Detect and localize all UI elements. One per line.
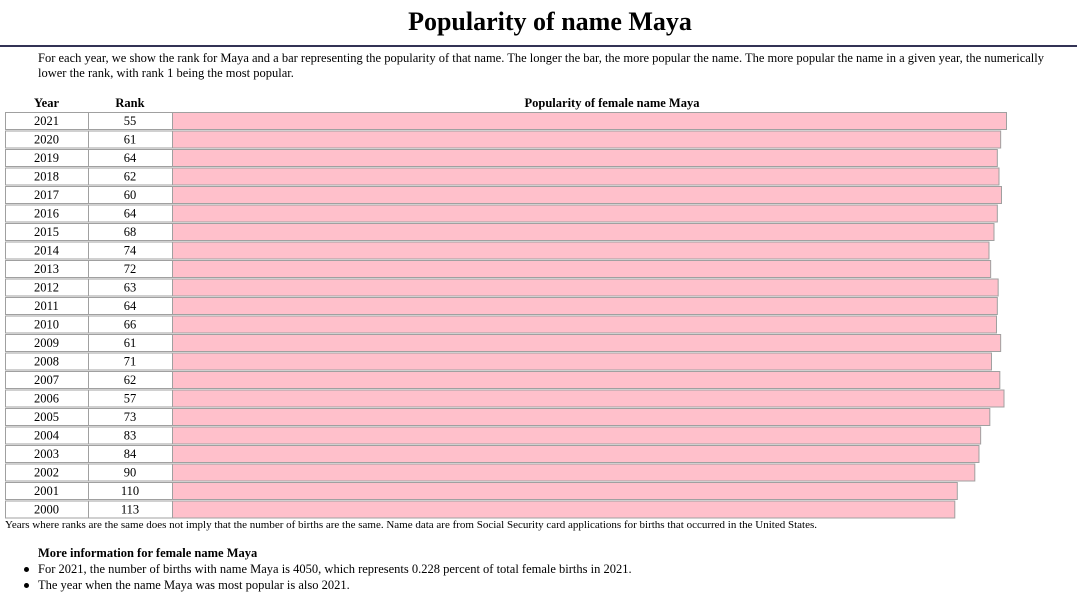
- year-label-2001: 2001: [34, 484, 59, 498]
- year-label-2005: 2005: [34, 410, 59, 424]
- year-label-2019: 2019: [34, 151, 59, 165]
- more-info-item: The year when the name Maya was most popular is also 2021.: [38, 577, 632, 593]
- rank-label-2002: 90: [123, 465, 137, 480]
- rank-label-2017: 60: [123, 188, 137, 202]
- year-label-2004: 2004: [34, 428, 59, 443]
- year-label-2011: 2011: [34, 299, 59, 313]
- rank-label-2011: 64: [123, 299, 137, 313]
- year-label-2003: 2003: [34, 447, 59, 461]
- rank-label-2012: 63: [123, 280, 137, 295]
- year-label-2016: 2016: [34, 206, 59, 221]
- rank-label-2014: 74: [123, 243, 137, 258]
- popularity-bar-2001: [173, 483, 958, 500]
- popularity-bar-2000: [173, 501, 955, 518]
- rank-label-2015: 68: [123, 225, 137, 239]
- rank-label-2010: 66: [123, 317, 137, 332]
- year-label-2000: 2000: [34, 502, 59, 517]
- rank-label-2006: 57: [123, 391, 137, 406]
- popularity-bar-2020: [173, 131, 1001, 148]
- year-label-2010: 2010: [34, 317, 59, 332]
- popularity-bar-2002: [173, 464, 975, 481]
- rank-label-2018: 62: [123, 169, 137, 184]
- popularity-bar-2010: [173, 316, 997, 333]
- popularity-bar-2011: [173, 298, 998, 315]
- year-label-2014: 2014: [34, 243, 59, 258]
- rank-label-2021: 55: [123, 114, 137, 128]
- more-info-list: [38, 561, 632, 593]
- popularity-bar-2004: [173, 427, 981, 444]
- page-title: Popularity of name Maya: [408, 7, 692, 36]
- popularity-bar-2005: [173, 409, 990, 426]
- year-label-2015: 2015: [34, 225, 59, 239]
- more-info-item: For 2021, the number of births with name Maya is 4050, which represents 0.228 percent of total female births in 2021.: [38, 562, 632, 576]
- popularity-bar-2008: [173, 353, 992, 370]
- rank-label-2019: 64: [123, 151, 137, 165]
- rank-label-2000: 113: [120, 502, 140, 517]
- rank-column-header: Rank: [115, 96, 145, 110]
- intro-paragraph: For each year, we show the rank for Maya and a bar representing the popularity of that name. The longer the bar, the more popular the name. The more popular the name in a given year, the numerically lower the rank, with rank 1 being the most popular.: [38, 51, 1044, 80]
- popularity-bar-2016: [173, 205, 998, 222]
- rank-label-2013: 72: [123, 262, 137, 276]
- year-label-2013: 2013: [34, 262, 59, 276]
- rank-label-2001: 110: [120, 484, 140, 498]
- popularity-bar-2007: [173, 372, 1000, 389]
- popularity-bar-2021: [173, 113, 1007, 130]
- year-label-2012: 2012: [34, 280, 59, 295]
- popularity-bar-2003: [173, 446, 979, 463]
- popularity-bar-2019: [173, 150, 998, 167]
- year-label-2020: 2020: [34, 132, 59, 147]
- popularity-bar-2012: [173, 279, 999, 296]
- rank-label-2020: 61: [123, 132, 137, 147]
- footnote: Years where ranks are the same does not imply that the number of births are the same. Name data are from Social Security card applications for births that occurred in the United States.: [5, 519, 818, 531]
- year-label-2008: 2008: [34, 354, 59, 369]
- year-column-header: Year: [34, 96, 59, 110]
- popularity-bar-2017: [173, 187, 1002, 204]
- popularity-bar-2013: [173, 261, 991, 278]
- year-label-2018: 2018: [34, 169, 59, 184]
- popularity-bar-2018: [173, 168, 999, 185]
- popularity-column-header: Popularity of female name Maya: [524, 96, 700, 110]
- popularity-bar-2006: [173, 390, 1004, 407]
- rank-label-2007: 62: [123, 373, 137, 387]
- popularity-bar-2015: [173, 224, 994, 241]
- year-label-2007: 2007: [34, 373, 59, 387]
- year-label-2002: 2002: [34, 465, 59, 480]
- rank-label-2008: 71: [123, 354, 137, 369]
- year-label-2017: 2017: [34, 188, 59, 202]
- rank-label-2003: 84: [123, 447, 137, 461]
- year-label-2021: 2021: [34, 114, 59, 128]
- year-label-2006: 2006: [34, 391, 59, 406]
- rank-label-2016: 64: [123, 206, 137, 221]
- rank-label-2004: 83: [123, 428, 137, 443]
- more-info-heading: More information for female name Maya: [38, 546, 258, 560]
- rank-label-2009: 61: [123, 336, 137, 350]
- year-label-2009: 2009: [34, 336, 59, 350]
- popularity-bar-2009: [173, 335, 1001, 352]
- rank-label-2005: 73: [123, 410, 137, 424]
- popularity-bar-2014: [173, 242, 989, 259]
